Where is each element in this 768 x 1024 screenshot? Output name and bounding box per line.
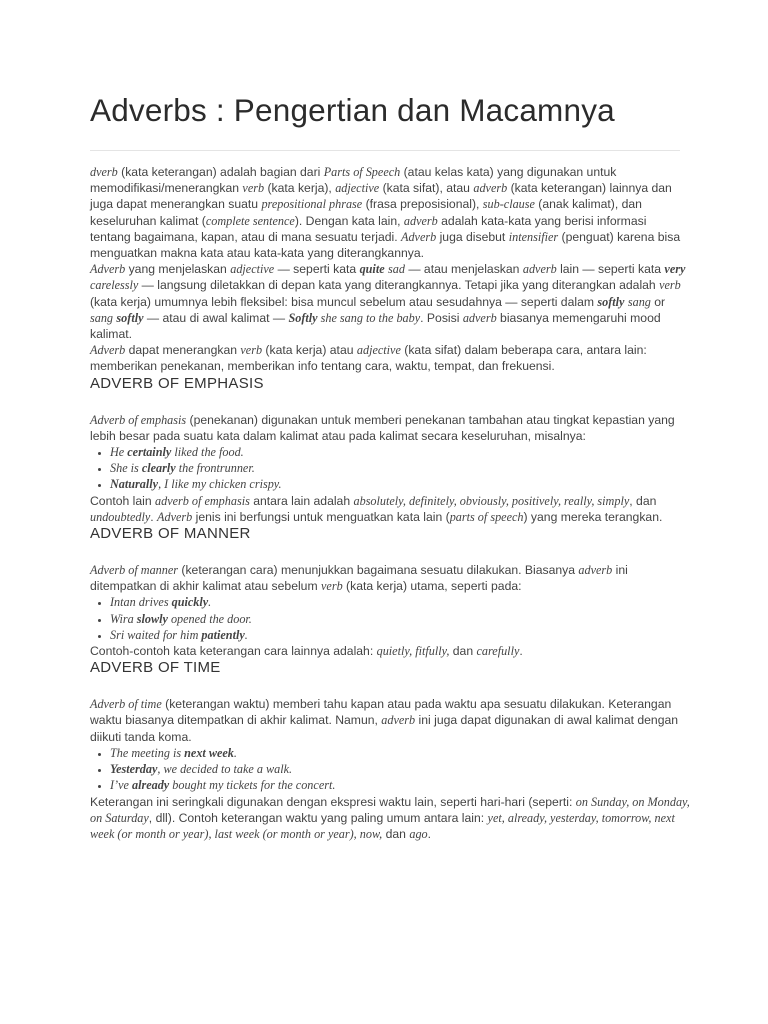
term-adverb: Adverb bbox=[90, 262, 126, 277]
list-item: • Wira slowly opened the door. bbox=[110, 611, 690, 627]
term-complete-sentence: complete sentence bbox=[205, 213, 295, 228]
list-item: • Intan drives quickly. bbox=[110, 594, 690, 610]
term-sub-clause: sub-clause bbox=[482, 197, 535, 212]
term-adverb: Adverb bbox=[401, 229, 437, 244]
term-adverb: adverb bbox=[473, 181, 508, 196]
emphasis-example-list bbox=[90, 444, 690, 493]
emphasis-paragraph-1: Adverb of emphasis (penekanan) digunakan untuk memberi penekanan tambahan atau tingkat kepastian yang lebih besar pada suatu kata dalam kalimat atau pada kalimat secara keseluruhan, misalnya: bbox=[90, 412, 675, 443]
manner-paragraph-1: Adverb of manner (keterangan cara) menunjukkan bagaimana sesuatu dilakukan. Biasanya adverb ini ditempatkan di akhir kalimat atau sebelum verb (kata kerja) utama, seperti pada: bbox=[90, 563, 628, 594]
term-adjective: adjective bbox=[356, 343, 401, 358]
section-spacer bbox=[90, 393, 690, 412]
example-quite: quite bbox=[359, 262, 385, 277]
term-adjective: adjective bbox=[230, 262, 275, 277]
list-item: • He certainly liked the food. bbox=[110, 444, 690, 460]
example-softly: softly bbox=[116, 310, 144, 325]
emphasis-paragraph-2: Contoh lain adverb of emphasis antara lain adalah absolutely, definitely, obviously, positively, really, simply, dan undoubtedly. Adverb jenis ini berfungsi untuk menguatkan kata lain (parts of speech) yang mereka terangkan. bbox=[90, 493, 663, 524]
list-item: • The meeting is next week. bbox=[110, 745, 690, 761]
list-item: • She is clearly the frontrunner. bbox=[110, 460, 690, 476]
page-title: Adverbs : Pengertian dan Macamnya bbox=[90, 92, 615, 128]
time-example-list bbox=[90, 745, 690, 794]
article-body bbox=[90, 164, 690, 842]
term-adverb: Adverb bbox=[90, 343, 126, 358]
term-intensifier: intensifier bbox=[508, 229, 559, 244]
section-heading-manner: ADVERB OF MANNER bbox=[90, 525, 251, 543]
term-adverb: adverb bbox=[462, 310, 497, 325]
example-sang: sang bbox=[627, 294, 651, 309]
example-carelessly: carelessly bbox=[90, 278, 139, 293]
intro-paragraph-2: Adverb yang menjelaskan adjective — seperti kata quite sad — atau menjelaskan adverb lain — seperti kata very carelessly — langsung diletakkan di depan kata yang diterangkannya. Tetapi jika yang diterangkan adalah verb (kata kerja) umumnya lebih fleksibel: bisa muncul sebelum atau sesudahnya — seperti dalam softly sang or sang softly — atau di awal kalimat — Softly she sang to the baby. Posisi adverb biasanya memengaruhi mood kalimat. bbox=[90, 262, 686, 342]
term-verb: verb bbox=[659, 278, 681, 293]
term-adverb: adverb bbox=[522, 262, 557, 277]
manner-example-list bbox=[90, 594, 690, 643]
section-spacer bbox=[90, 543, 690, 562]
example-softly-start: Softly bbox=[288, 310, 318, 325]
term-verb: verb bbox=[242, 181, 265, 196]
term-verb: verb bbox=[240, 343, 263, 358]
title-divider bbox=[90, 150, 680, 151]
term-adverb-of-time: Adverb of time bbox=[90, 697, 162, 712]
list-item: • Sri waited for him patiently. bbox=[110, 627, 690, 643]
term-adverb: adverb bbox=[403, 213, 438, 228]
manner-paragraph-2: Contoh-contoh kata keterangan cara lainnya adalah: quietly, fitfully, dan carefully. bbox=[90, 644, 523, 659]
term-adverb-of-emphasis: Adverb of emphasis bbox=[90, 412, 187, 427]
list-item: • I’ve already bought my tickets for the concert. bbox=[110, 777, 690, 793]
term-adverb: dverb bbox=[90, 165, 118, 179]
term-adverb-of-manner: Adverb of manner bbox=[90, 563, 179, 578]
time-paragraph-1: Adverb of time (keterangan waktu) memberi tahu kapan atau pada waktu apa sesuatu dilakukan. Keterangan waktu biasanya ditempatkan di akhir kalimat. Namun, adverb ini juga dapat digunakan di awal kalimat dengan diikuti tanda koma. bbox=[90, 697, 679, 744]
list-item: • Naturally, I like my chicken crispy. bbox=[110, 476, 690, 492]
section-heading-time: ADVERB OF TIME bbox=[90, 659, 221, 677]
term-parts-of-speech: Parts of Speech bbox=[323, 165, 401, 179]
example-sang: sang bbox=[90, 310, 114, 325]
example-softly: softly bbox=[597, 294, 625, 309]
term-adjective: adjective bbox=[335, 181, 380, 196]
time-paragraph-2: Keterangan ini seringkali digunakan dengan ekspresi waktu lain, seperti hari-hari (seperti: on Sunday, on Monday, on Saturday, dll). Contoh keterangan waktu yang paling umum antara lain: yet, already, yesterday, tomorrow, next week (or month or year), last week (or month or year), now, dan ago. bbox=[90, 794, 690, 841]
example-sad: sad bbox=[388, 262, 405, 277]
section-spacer bbox=[90, 677, 690, 696]
example-she-sang: she sang to the baby bbox=[317, 310, 421, 325]
example-very: very bbox=[664, 262, 686, 277]
intro-paragraph-1: dverb (kata keterangan) adalah bagian dari Parts of Speech (atau kelas kata) yang digunakan untuk memodifikasi/menerangkan verb (kata kerja), adjective (kata sifat), atau adverb (kata keterangan) lainnya dan juga dapat menerangkan suatu prepositional phrase (frasa preposisional), sub-clause (anak kalimat), dan keseluruhan kalimat (complete sentence). Dengan kata lain, adverb adalah kata-kata yang berisi informasi tentang bagaimana, kapan, atau di mana sesuatu terjadi. Adverb juga disebut intensifier (penguat) karena bisa menguatkan makna kata atau kata-kata yang diterangkannya. bbox=[90, 165, 681, 261]
term-prepositional-phrase: prepositional phrase bbox=[261, 197, 363, 212]
section-heading-emphasis: ADVERB OF EMPHASIS bbox=[90, 374, 264, 392]
intro-paragraph-3: Adverb dapat menerangkan verb (kata kerja) atau adjective (kata sifat) dalam beberapa cara, antara lain: memberikan penekanan, memberikan info tentang cara, waktu, tempat, dan frekuensi. bbox=[90, 343, 647, 374]
list-item: • Yesterday, we decided to take a walk. bbox=[110, 761, 690, 777]
